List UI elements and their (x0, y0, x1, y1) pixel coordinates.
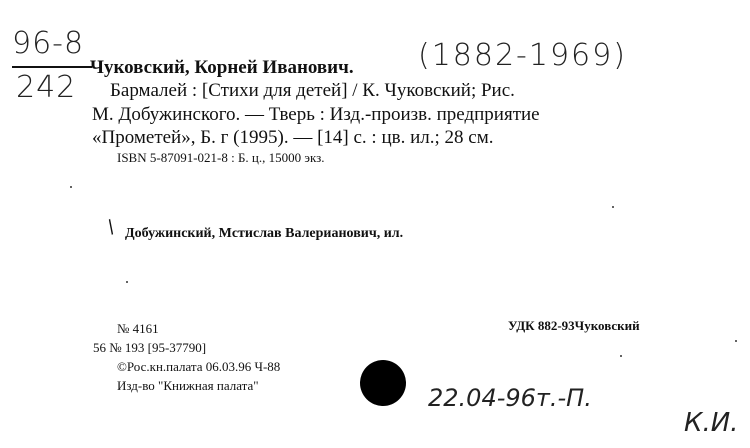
call-number-divider (12, 66, 92, 68)
scan-speck (735, 340, 737, 342)
scan-speck (70, 186, 72, 188)
handwritten-date: 22.04-96т.-П. (428, 384, 592, 412)
author-heading: Чуковский, Корней Иванович. (90, 57, 354, 78)
registration-line: 56 № 193 [95-37790] (93, 340, 207, 355)
scan-speck (612, 206, 614, 208)
added-entry: Добужинский, Мстислав Валерианович, ил. (125, 226, 404, 241)
chamber-line: ©Рос.кн.палата 06.03.96 Ч-88 (117, 359, 281, 374)
added-entry-marker: / (101, 214, 120, 239)
scan-speck (126, 281, 128, 283)
call-number-bottom: 242 (16, 70, 77, 105)
handwritten-initials: К.И. (684, 408, 739, 438)
author-dates: (1882-1969) (418, 38, 627, 73)
ink-blot (360, 360, 406, 406)
isbn-line: ISBN 5-87091-021-8 : Б. ц., 15000 экз. (117, 150, 325, 165)
scan-speck (620, 355, 622, 357)
description-line: М. Добужинского. — Тверь : Изд.-произв. предприятие (92, 104, 540, 125)
description-line: «Прометей», Б. г (1995). — [14] с. : цв. ил.; 28 см. (92, 127, 494, 148)
publisher-line: Изд-во "Книжная палата" (117, 378, 259, 393)
call-number-top: 96-8 (12, 26, 85, 61)
description-line: Бармалей : [Стихи для детей] / К. Чуковский; Рис. (110, 80, 515, 101)
udk-code: УДК 882-93Чуковский (508, 318, 640, 333)
card-number: № 4161 (117, 321, 159, 336)
